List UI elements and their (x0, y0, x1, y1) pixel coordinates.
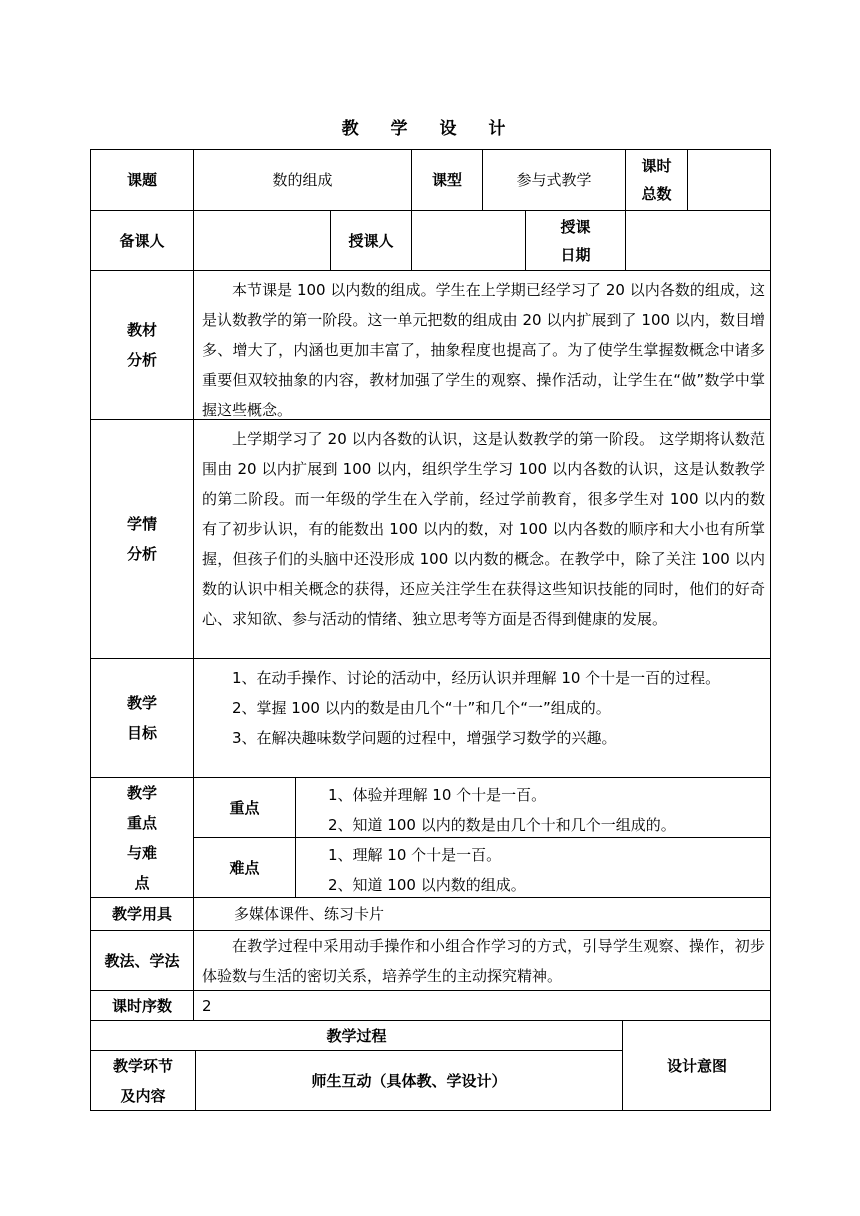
material-analysis-text: 本节课是 100 以内数的组成。学生在上学期已经学习了 20 以内各数的组成，这是认数教学的第一阶段。这一单元把数的组成由 20 以内扩展到了 100 以内，数目增多、增大了，内涵也更加丰富了，抽象程度也提高了。为了使学生掌握数概念中诸多重要但双较抽象的内容，教材加强了学生的观察、操作活动，让学生在“做”数学中掌握这些概念。 (193, 270, 771, 419)
intent-label: 设计意图 (622, 1020, 771, 1111)
difficult-item: 2、知道 100 以内数的组成。 (328, 876, 526, 894)
student-analysis-label: 学情分析 (90, 419, 193, 658)
teacher-label: 授课人 (330, 210, 411, 270)
type-value: 参与式教学 (482, 149, 625, 210)
type-label: 课型 (411, 149, 482, 210)
student-analysis-text: 上学期学习了 20 以内各数的认识，这是认数教学的第一阶段。 这学期将认数范围由 20 以内扩展到 100 以内，组织学生学习 100 以内各数的认识，这是认数教学的第二阶段。而一年级的学生在入学前，经过学前教育，很多学生对 100 以内的数有了初步认识，有的能数出 100 以内的数，对 100 以内各数的顺序和大小也有所掌握，但孩子们的头脑中还没形成 100 以内数的概念。在教学中，除了关注 100 以内数的认识中相关概念的获得，还应关注学生在获得这些知识技能的同时，他们的好奇心、求知欲、参与活动的情绪、独立思考等方面是否得到健康的发展。 (193, 419, 771, 658)
difficult-list (295, 837, 771, 897)
objectives-label: 教学目标 (90, 658, 193, 777)
teacher-value[interactable] (411, 210, 525, 270)
objective-item: 3、在解决趣味数学问题的过程中，增强学习数学的兴趣。 (232, 729, 617, 747)
section-label: 教学环节及内容 (90, 1050, 195, 1111)
objective-item: 2、掌握 100 以内的数是由几个“十”和几个“一”组成的。 (232, 699, 611, 717)
key-label: 重点 (193, 777, 295, 837)
lesson-number-label: 课时序数 (90, 990, 193, 1020)
objectives-list (193, 658, 771, 777)
date-value[interactable] (625, 210, 771, 270)
process-label: 教学过程 (90, 1020, 622, 1050)
hours-value[interactable] (687, 149, 771, 210)
difficult-label: 难点 (193, 837, 295, 897)
topic-value: 数的组成 (193, 149, 411, 210)
methods-label: 教法、学法 (90, 930, 193, 990)
key-item: 1、体验并理解 10 个十是一百。 (328, 786, 547, 804)
topic-label: 课题 (90, 149, 193, 210)
material-analysis-label: 教材分析 (90, 270, 193, 419)
tools-value: 多媒体课件、练习卡片 (193, 897, 771, 930)
tools-label: 教学用具 (90, 897, 193, 930)
key-item: 2、知道 100 以内的数是由几个十和几个一组成的。 (328, 816, 676, 834)
key-points-label: 教学重点与难点 (90, 777, 193, 897)
lesson-number-value: 2 (193, 990, 771, 1020)
objective-item: 1、在动手操作、讨论的活动中，经历认识并理解 10 个十是一百的过程。 (232, 669, 721, 687)
preparer-label: 备课人 (90, 210, 193, 270)
key-list (295, 777, 771, 837)
methods-text: 在教学过程中采用动手操作和小组合作学习的方式，引导学生观察、操作，初步体验数与生活的密切关系，培养学生的主动探究精神。 (193, 930, 771, 990)
page-title: 教 学 设 计 (341, 119, 519, 139)
difficult-item: 1、理解 10 个十是一百。 (328, 846, 502, 864)
interaction-label: 师生互动（具体教、学设计） (195, 1050, 622, 1111)
preparer-value[interactable] (193, 210, 330, 270)
hours-label: 课时总数 (625, 149, 687, 210)
date-label: 授课日期 (525, 210, 625, 270)
